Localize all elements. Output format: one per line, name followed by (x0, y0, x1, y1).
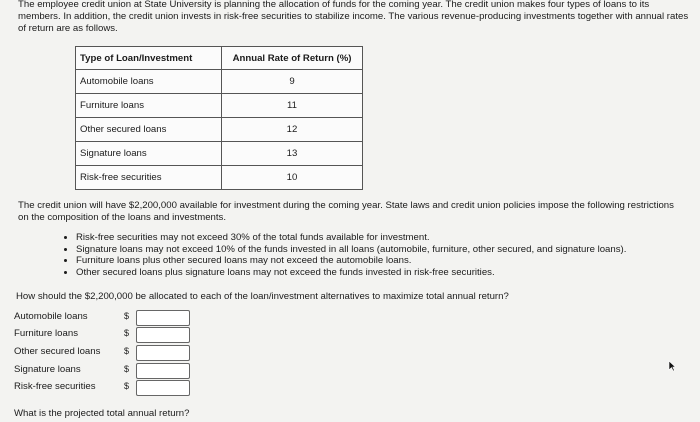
dollar-sign: $ (124, 381, 130, 391)
allocation-row-furniture (14, 327, 194, 343)
restriction-item: • Signature loans may not exceed 10% of the funds invested in all loans (automobile, furniture, other secured, and signature loans). (76, 244, 696, 256)
signature-loans-input[interactable] (136, 363, 190, 379)
rates-table (75, 46, 363, 190)
row-rate: 13 (222, 142, 363, 166)
row-type: Furniture loans (76, 94, 222, 118)
allocation-row-automobile (14, 310, 194, 326)
row-type: Risk-free securities (76, 166, 222, 190)
table-row (76, 94, 363, 118)
table-row (76, 142, 363, 166)
total-return-question: What is the projected total annual return? (14, 408, 190, 419)
dollar-sign: $ (124, 328, 130, 338)
restriction-item: • Furniture loans plus other secured loans may not exceed the automobile loans. (76, 255, 696, 267)
table-row (76, 166, 363, 190)
allocation-row-other-secured (14, 345, 194, 361)
allocation-row-signature (14, 363, 194, 379)
dollar-sign: $ (124, 311, 130, 321)
dollar-sign: $ (124, 346, 130, 356)
allocation-row-risk-free (14, 380, 194, 396)
furniture-loans-input[interactable] (136, 327, 190, 343)
header-rate: Annual Rate of Return (%) (222, 47, 363, 70)
row-type: Automobile loans (76, 70, 222, 94)
funds-paragraph: The credit union will have $2,200,000 available for investment during the coming year. State laws and credit union policies impose the following restrictions on the composition of the loans and investments. (18, 200, 674, 223)
row-rate: 11 (222, 94, 363, 118)
mouse-cursor-icon (668, 360, 676, 372)
automobile-loans-input[interactable] (136, 310, 190, 326)
allocation-label: Automobile loans (14, 311, 88, 322)
table-row (76, 70, 363, 94)
row-rate: 9 (222, 70, 363, 94)
dollar-sign: $ (124, 364, 130, 374)
allocation-label: Furniture loans (14, 328, 78, 339)
intro-paragraph: The employee credit union at State University is planning the allocation of funds for the coming year. The credit union makes four types of loans to its members. In addition, the credit union invests in risk-free securities to stabilize income. The various revenue-producing investments together with annual rates of return are as follows. (18, 0, 689, 34)
restrictions-list (64, 232, 696, 278)
restriction-item: • Risk-free securities may not exceed 30% of the total funds available for investment. (76, 232, 696, 244)
row-type: Other secured loans (76, 118, 222, 142)
header-type: Type of Loan/Investment (76, 47, 222, 70)
allocation-question: How should the $2,200,000 be allocated to each of the loan/investment alternatives to maximize total annual return? (16, 291, 509, 302)
risk-free-securities-input[interactable] (136, 380, 190, 396)
row-type: Signature loans (76, 142, 222, 166)
row-rate: 12 (222, 118, 363, 142)
allocation-label: Other secured loans (14, 346, 101, 357)
allocation-label: Risk-free securities (14, 381, 96, 392)
allocation-label: Signature loans (14, 364, 81, 375)
table-header-row (76, 47, 363, 70)
other-secured-loans-input[interactable] (136, 345, 190, 361)
restriction-item: • Other secured loans plus signature loans may not exceed the funds invested in risk-free securities. (76, 267, 696, 279)
row-rate: 10 (222, 166, 363, 190)
table-row (76, 118, 363, 142)
